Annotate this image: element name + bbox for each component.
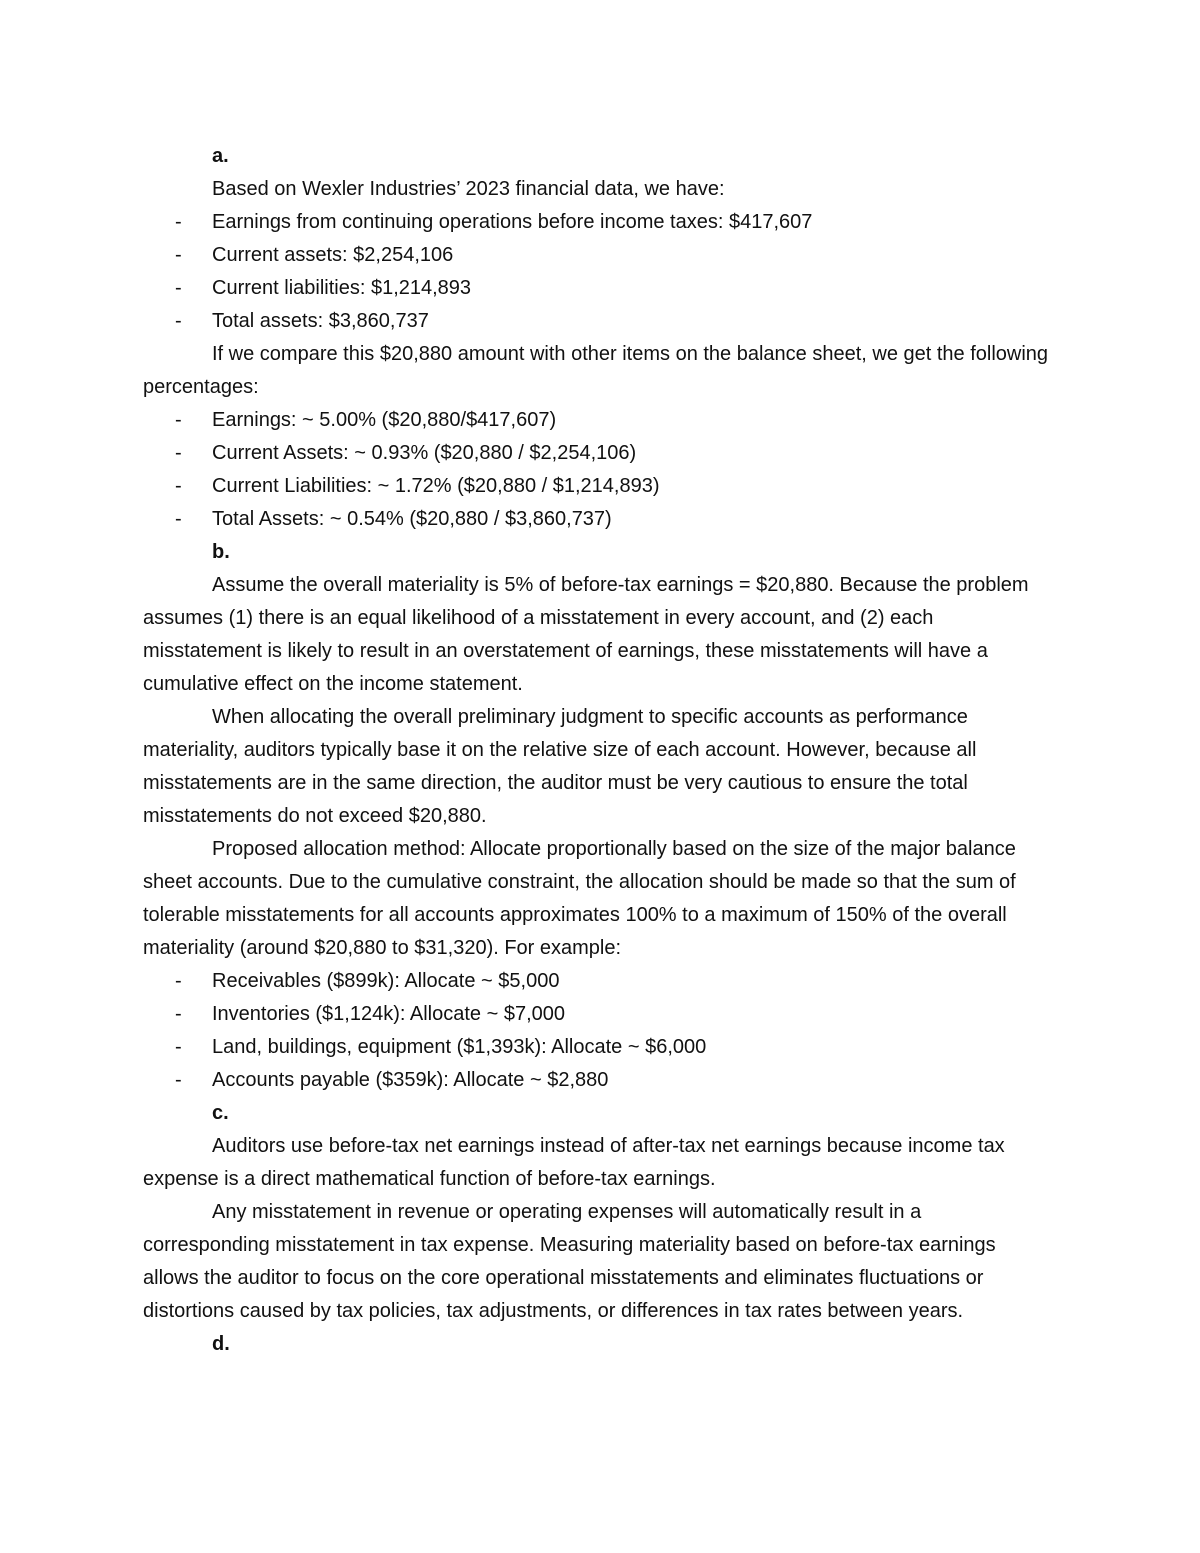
section-b-paragraph: Proposed allocation method: Allocate proportionally based on the size of the major balance sheet accounts. Due to the cumulative constraint, the allocation should be made so that the sum of tolerable misstatements for all accounts approximates 100% to a maximum of 150% of the overall materiality (around $20,880 to $31,320). For example: (143, 838, 1016, 959)
section-c-paragraph: Any misstatement in revenue or operating expenses will automatically result in a corresponding misstatement in tax expense. Measuring materiality based on before-tax earnings allows the auditor to focus on the core operational misstatements and eliminates fluctuations or distortions caused by tax policies, tax adjustments, or differences in tax rates between years. (143, 1201, 996, 1322)
section-a-intro: Based on Wexler Industries’ 2023 financial data, we have: (212, 178, 725, 200)
list-item: - Earnings: ~ 5.00% ($20,880/$417,607) (143, 404, 1053, 437)
bullet-dash: - (175, 970, 182, 992)
list-item: - Total Assets: ~ 0.54% ($20,880 / $3,860,737) (143, 503, 1053, 536)
section-a-compare-text: If we compare this $20,880 amount with other items on the balance sheet, we get the following percentages: (143, 343, 1049, 398)
list-item: - Receivables ($899k): Allocate ~ $5,000 (143, 965, 1053, 998)
bullet-dash: - (175, 409, 182, 431)
list-item: - Current assets: $2,254,106 (143, 239, 1053, 272)
section-d-heading: d. (212, 1333, 230, 1355)
bullet-dash: - (175, 442, 182, 464)
percentage-list (143, 404, 1053, 536)
list-item: - Current Assets: ~ 0.93% ($20,880 / $2,254,106) (143, 437, 1053, 470)
list-item: - Land, buildings, equipment ($1,393k): Allocate ~ $6,000 (143, 1031, 1053, 1064)
list-item: - Current Liabilities: ~ 1.72% ($20,880 / $1,214,893) (143, 470, 1053, 503)
list-item: - Earnings from continuing operations before income taxes: $417,607 (143, 206, 1053, 239)
section-b-heading: b. (212, 541, 230, 563)
bullet-dash: - (175, 244, 182, 266)
bullet-dash: - (175, 1069, 182, 1091)
bullet-dash: - (175, 508, 182, 530)
bullet-dash: - (175, 211, 182, 233)
section-a-heading: a. (212, 145, 229, 167)
bullet-dash: - (175, 310, 182, 332)
financial-data-list (143, 206, 1053, 338)
section-b-paragraph: Assume the overall materiality is 5% of before-tax earnings = $20,880. Because the problem assumes (1) there is an equal likelihood of a misstatement in every account, and (2) each misstatement is likely to result in an overstatement of earnings, these misstatements will have a cumulative effect on the income statement. (143, 574, 1029, 695)
bullet-dash: - (175, 475, 182, 497)
section-c-heading: c. (212, 1102, 229, 1124)
bullet-dash: - (175, 1036, 182, 1058)
list-item: - Inventories ($1,124k): Allocate ~ $7,000 (143, 998, 1053, 1031)
list-item: - Current liabilities: $1,214,893 (143, 272, 1053, 305)
bullet-dash: - (175, 277, 182, 299)
document-body (143, 140, 1053, 1361)
section-b-paragraph: When allocating the overall preliminary judgment to specific accounts as performance materiality, auditors typically base it on the relative size of each account. However, because all misstatements are in the same direction, the auditor must be very cautious to ensure the total misstatements do not exceed $20,880. (143, 706, 977, 827)
bullet-dash: - (175, 1003, 182, 1025)
list-item: - Accounts payable ($359k): Allocate ~ $2,880 (143, 1064, 1053, 1097)
section-c-paragraph: Auditors use before-tax net earnings instead of after-tax net earnings because income tax expense is a direct mathematical function of before-tax earnings. (143, 1135, 1005, 1190)
allocation-list (143, 965, 1053, 1097)
list-item: - Total assets: $3,860,737 (143, 305, 1053, 338)
